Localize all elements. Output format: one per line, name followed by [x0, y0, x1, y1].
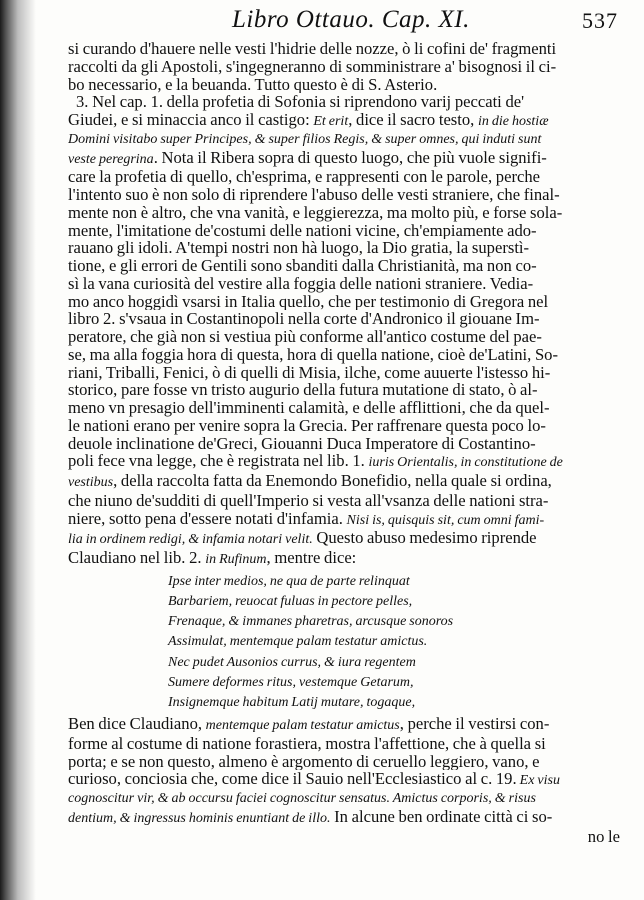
text-line: storico, pare fosse vn tristo augurio della futura mutatione di stato, ò al- [68, 381, 538, 399]
text-line: le nationi erano per venire sopra la Grecia. Per raffrenare questa poco lo- [68, 416, 546, 435]
verse-line: Insignemque habitum Latij mutare, togaque, [168, 694, 416, 710]
text-line: libro 2. s'vsaua in Costantinopoli nella corte d'Andronico il giouane Im- [68, 310, 540, 328]
page-number: 537 [582, 8, 618, 33]
verse-line: Ipse inter medios, ne qua de parte relinquat [168, 573, 410, 589]
verse-quotation [168, 572, 626, 713]
text-line: forme al costume di natione forastiera, mostra l'affettione, che à quella si [68, 734, 546, 753]
text-line: meno vn presagio dell'imminenti calamità, e delle afflittioni, che da quel- [68, 399, 550, 417]
latin-quote-line: Domini visitabo super Principes, & super filios Regis, & super omnes, qui induti sunt [68, 131, 542, 147]
page-header [68, 0, 626, 40]
text-line: Ben dice Claudiano, mentemque palam testatur amictus, perche il vestirsi con- [68, 715, 550, 734]
binding-shadow [0, 0, 36, 900]
verse-line: Assimulat, mentemque palam testatur amictus. [168, 634, 428, 650]
text-line: vestibus, della raccolta fatta da Enemondo Bonefidio, nella quale si ordina, [68, 472, 552, 490]
text-line: mente non è altro, che vna vanità, e leggierezza, ma molto più, e forse sola- [68, 203, 563, 222]
text-line: dentium, & ingressus hominis enuntiant de illo. In alcune ben ordinate città ci so- [68, 807, 553, 826]
text-line: raccolti da gli Apostoli, s'ingegneranno di somministrare a' bisognosi il ci- [68, 57, 557, 76]
running-title: Libro Ottauo. Cap. XI. [232, 6, 470, 33]
text-line: mente, l'imitatione de'costumi delle nationi vicine, ch'empiamente ado- [68, 221, 537, 240]
text-line: l'intento suo è non solo di riprendere l'abuso delle vesti straniere, che final- [68, 186, 560, 204]
verse-line: Frenaque, & immanes pharetras, arcusque sonoros [168, 614, 454, 630]
text-line: lia in ordinem redigi, & infamia notari velit. Questo abuso medesimo riprende [68, 529, 537, 548]
text-line: Giudei, e si minaccia anco il castigo: Et erit, dice il sacro testo, in die hostiæ [68, 111, 549, 129]
text-line: porta; e se non questo, almeno è argomento di ceruello leggiero, vano, e [68, 752, 540, 771]
text-line: se, ma alla foggia hora di questa, hora di quella natione, cioè de'Latini, So- [68, 345, 558, 364]
text-line: mo anco hoggidì vsarsi in Italia quello, che per testimonio di Gregora nel [68, 292, 549, 311]
text-line: che niuno de'sudditi di quell'Imperio si vesta all'vsanza delle nationi stra- [68, 491, 549, 510]
text-line: sì la vana curiosità del vestire alla foggia delle nationi straniere. Vedia- [68, 274, 534, 293]
text-line: rauano gli idoli. A'tempi nostri non hà luogo, la Dio gratia, la superstì- [68, 239, 530, 257]
text-line: no le [587, 827, 620, 846]
verse-line: Barbariem, reuocat fuluas in pectore pelles, [168, 593, 413, 609]
text-line: deuole inclinatione de'Greci, Giouanni Duca Imperatore di Costantino- [68, 434, 536, 453]
body-text [68, 40, 626, 845]
text-line: riani, Triballi, Fenici, ò di quelli di Misia, ilche, come auuerte l'istesso hi- [68, 363, 551, 382]
text-line: bo necessario, e la beuanda. Tutto questo è di S. Asterio. [68, 75, 438, 94]
latin-quote-line: cognoscitur vir, & ab occursu faciei cognoscitur sensatus. Amictus corporis, & risus [68, 791, 536, 807]
text-line: veste peregrina. Nota il Ribera sopra di questo luogo, che più vuole signifi- [68, 148, 547, 167]
text-line: niere, sotto pena d'essere notati d'infamia. Nisi is, quisquis sit, cum omni fami- [68, 509, 545, 528]
verse-line: Nec pudet Ausonios currus, & iura regentem [168, 654, 416, 670]
text-line: care la profetia di quello, ch'esprima, e rappresenti con le parole, perche [68, 168, 541, 186]
text-line: tione, e gli errori de Gentili sono sbanditi dalla Christianità, ma non co- [68, 257, 537, 275]
text-line: poli fece vna legge, che è registrata nel lib. 1. iuris Orientalis, in constitutione de [68, 452, 563, 471]
verse-line: Sumere deformes ritus, vestemque Getarum, [168, 674, 414, 690]
text-line: Claudiano nel lib. 2. in Rufinum, mentre dice: [68, 549, 357, 567]
text-line: si curando d'hauere nelle vesti l'hidrie delle nozze, ò li cofini de' fragmenti [68, 40, 557, 58]
paragraph-start-line: 3. Nel cap. 1. della profetia di Sofonia si riprendono varij peccati de' [76, 93, 525, 111]
text-line: peratore, che già non si vestiua più conforme all'antico costume del pae- [68, 328, 542, 346]
text-line: curioso, conciosia che, come dice il Sauio nell'Ecclesiastico al c. 19. Ex visu [68, 770, 560, 789]
